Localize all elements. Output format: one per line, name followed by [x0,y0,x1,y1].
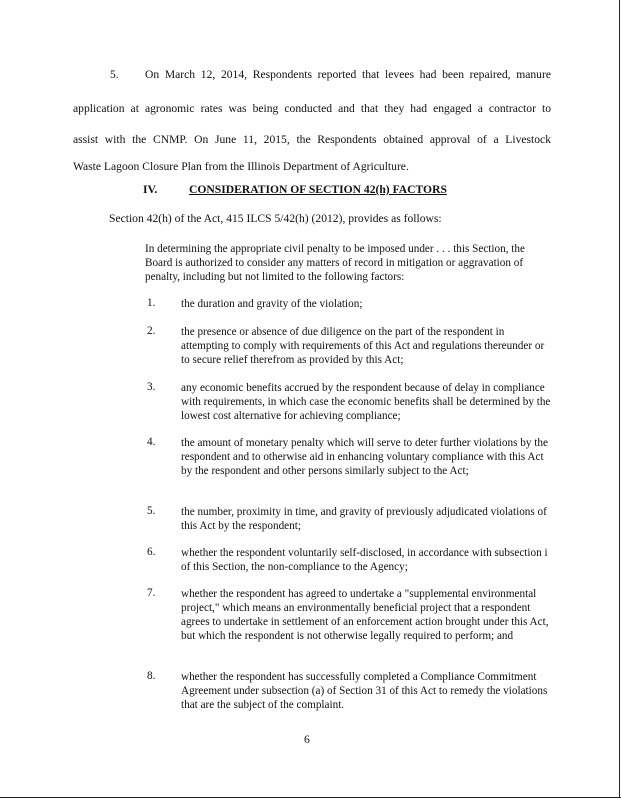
factor-text: whether the respondent has successfully completed a Compliance Commitment Agreement under subsection (a) of Section 31 of this Act to remedy the violations that are the subject of the complaint. [181,671,548,711]
factor-text: the duration and gravity of the violation; [181,298,363,310]
factor-text: the amount of monetary penalty which will serve to deter further violations by the respondent and to otherwise aid in enhancing voluntary compliance with this Act by the respondent and other persons similarly subject to the Act; [181,437,548,477]
factor-number: 3. [147,381,156,393]
paragraph-line-4: Waste Lagoon Closure Plan from the Illinois Department of Agriculture. [73,160,409,173]
paragraph-line-3: assist with the CNMP. On June 11, 2015, the Respondents obtained approval of a Livestock [73,133,551,146]
bottom-rule [200,797,621,798]
paragraph-line-1: On March 12, 2014, Respondents reported that levees had been repaired, manure [145,68,551,81]
factor-text: whether the respondent voluntarily self-disclosed, in accordance with subsection i of this Section, the non-compliance to the Agency; [181,547,548,573]
factor-number: 8. [147,670,156,682]
paragraph-line-2: application at agronomic rates was being conducted and that they had engaged a contractor to [73,102,551,115]
paragraph-number: 5. [110,68,119,81]
factor-text: any economic benefits accrued by the respondent because of delay in compliance with requirements, in which case the economic benefits shall be determined by the lowest cost alternative for achieving compliance; [181,382,551,422]
section-number: IV. [143,183,158,196]
factor-number: 1. [147,297,156,309]
factor-text: whether the respondent has agreed to undertake a "supplemental environmental project," which means an environmentally beneficial project that a respondent agrees to undertake in settlement of an enforcement action brought under this Act, but which the respondent is not otherwise legally required to perform; and [181,588,549,642]
factor-number: 7. [147,587,156,599]
page-number: 6 [304,733,310,746]
factor-number: 5. [147,505,156,517]
factor-number: 2. [147,325,156,337]
factor-text: the presence or absence of due diligence on the part of the respondent in attempting to comply with requirements of this Act and regulations thereunder or to secure relief therefrom as provided by this Act; [181,326,545,366]
factor-text: the number, proximity in time, and gravity of previously adjudicated violations of this Act by the respondent; [181,506,547,532]
factor-number: 6. [147,546,156,558]
intro-sentence: Section 42(h) of the Act, 415 ILCS 5/42(h) (2012), provides as follows: [109,212,442,225]
factor-number: 4. [147,436,156,448]
quote-lead: In determining the appropriate civil penalty to be imposed under . . . this Section, the Board is authorized to consider any matters of record in mitigation or aggravation of penalty, including but not limited to the following factors: [145,243,525,283]
section-title: CONSIDERATION OF SECTION 42(h) FACTORS [189,183,447,196]
